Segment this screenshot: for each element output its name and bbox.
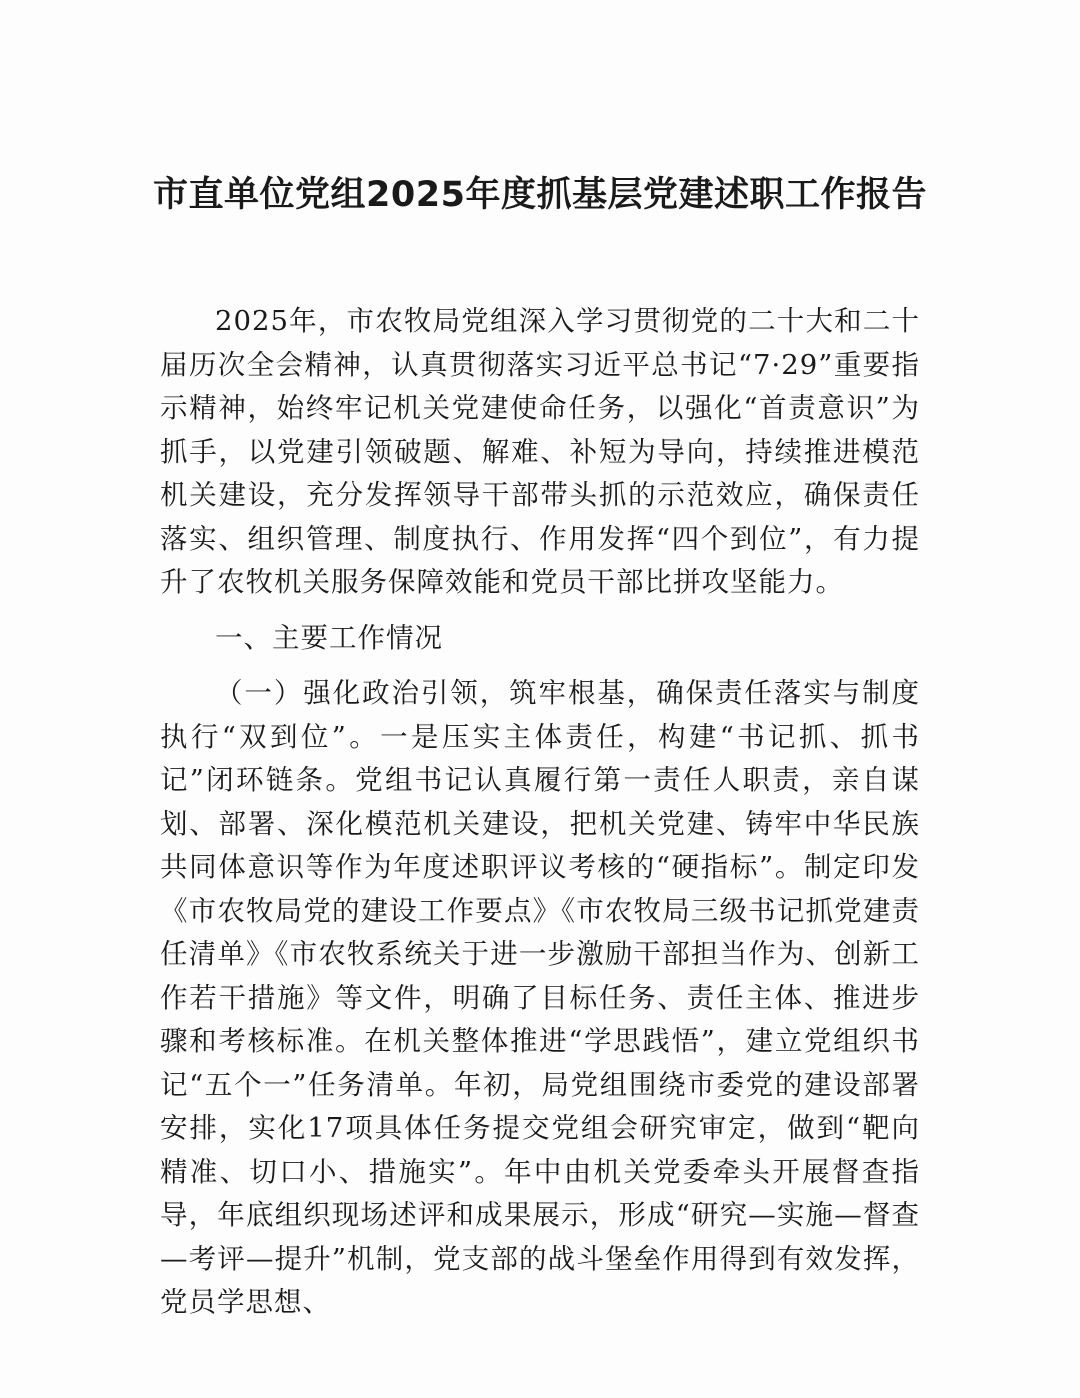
subsection-paragraph: （一）强化政治引领，筑牢根基，确保责任落实与制度执行“双到位”。一是压实主体责任，构建“书记抓、抓书记”闭环链条。党组书记认真履行第一责任人职责，亲自谋划、部署、深化模范机关建设，把机关党建、铸牢中华民族共同体意识等作为年度述职评议考核的“硬指标”。制定印发《市农牧局党的建设工作要点》《市农牧局三级书记抓党建责任清单》《市农牧系统关于进一步激励干部担当作为、创新工作若干措施》等文件，明确了目标任务、责任主体、推进步骤和考核标准。在机关整体推进“学思践悟”，建立党组织书记“五个一”任务清单。年初，局党组围绕市委党的建设部署安排，实化17项具体任务提交党组会研究审定，做到“靶向精准、切口小、措施实”。年中由机关党委牵头开展督查指导，年底组织现场述评和成果展示，形成“研究—实施—督查—考评—提升”机制，党支部的战斗堡垒作用得到有效发挥，党员学思想、 — [160, 677, 920, 1318]
section-heading: 一、主要工作情况 — [215, 621, 443, 654]
document-title: 市直单位党组2025年度抓基层党建述职工作报告 — [153, 175, 927, 215]
intro-paragraph: 2025年，市农牧局党组深入学习贯彻党的二十大和二十届历次全会精神，认真贯彻落实习近平总书记“7·29”重要指示精神，始终牢记机关党建使命任务，以强化“首责意识”为抓手，以党建引领破题、解难、补短为导向，持续推进模范机关建设，充分发挥领导干部带头抓的示范效应，确保责任落实、组织管理、制度执行、作用发挥“四个到位”，有力提升了农牧机关服务保障效能和党员干部比拼攻坚能力。 — [160, 305, 920, 598]
document-body — [160, 300, 920, 1325]
